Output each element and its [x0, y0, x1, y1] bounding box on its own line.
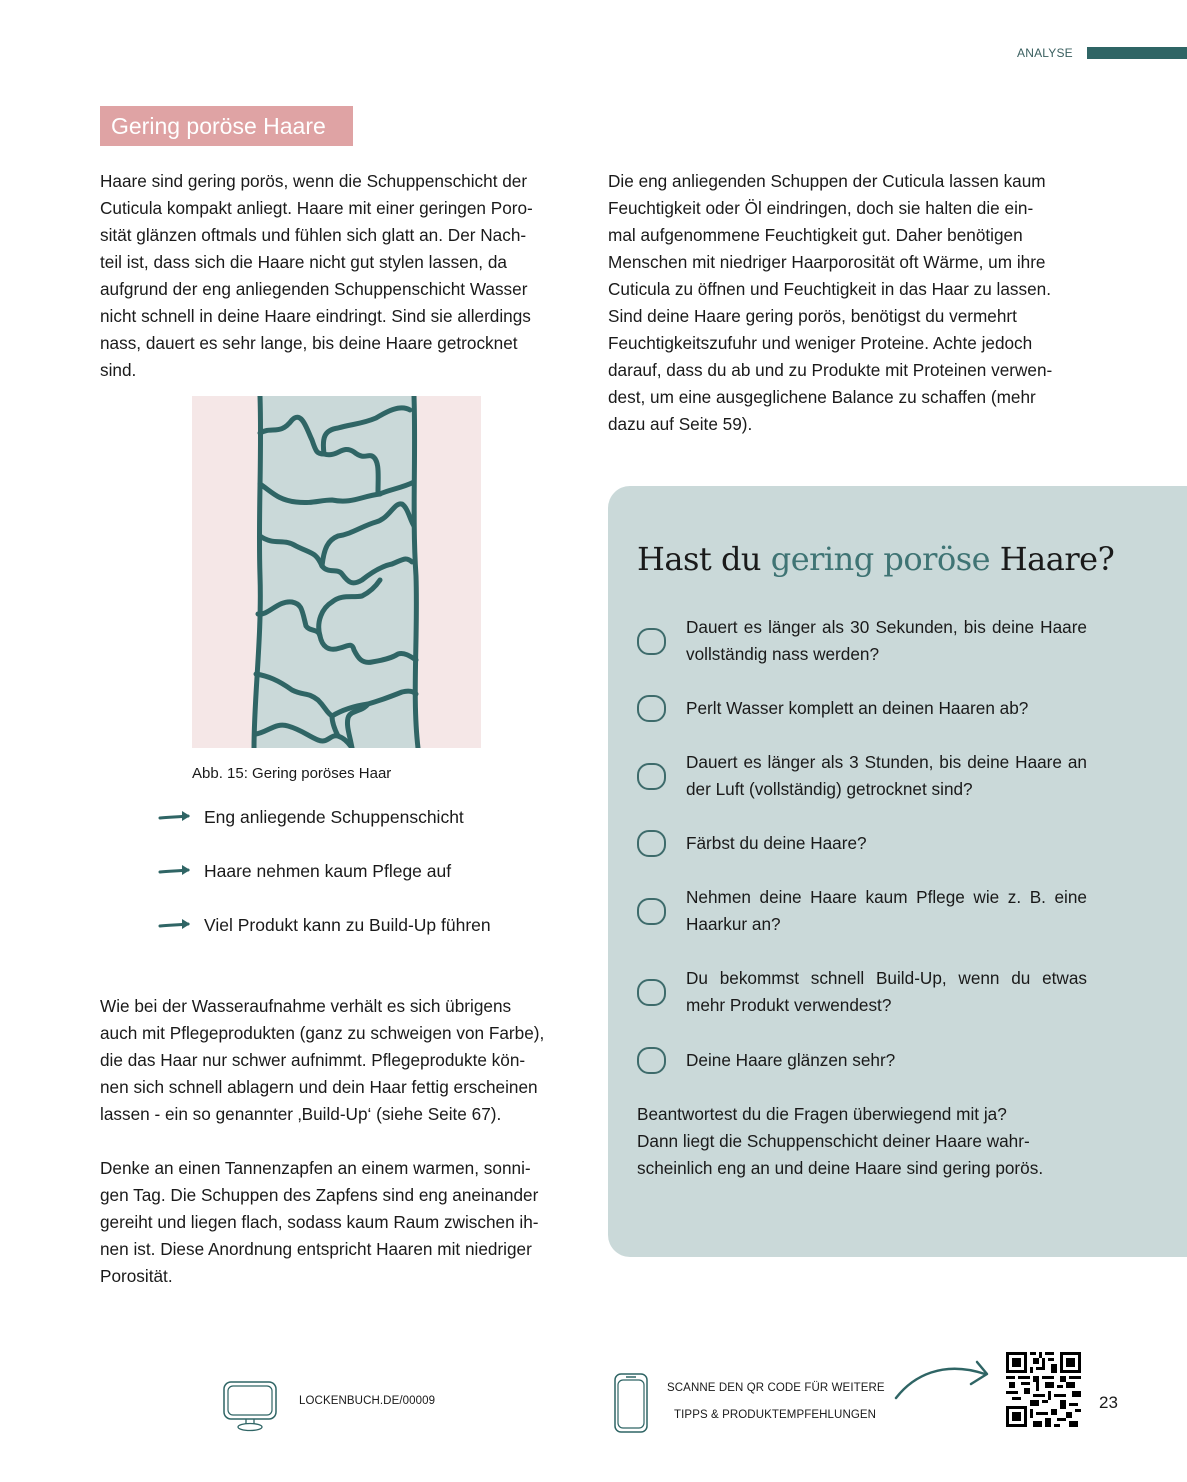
bullet-item	[158, 859, 451, 883]
bullet-item	[158, 913, 491, 937]
text-line: Haare sind gering porös, wenn die Schuppenschicht der	[100, 171, 528, 191]
arrow-right-icon	[158, 863, 194, 879]
text-line: dest, um eine ausgeglichene Balance zu schaffen (mehr	[608, 387, 1036, 407]
bullet-item	[158, 805, 464, 829]
quiz-title-start: Hast du	[637, 540, 771, 578]
quiz-question	[637, 884, 1087, 938]
web-link[interactable]: LOCKENBUCH.DE/00009	[299, 1395, 436, 1407]
text-line: Dann liegt die Schuppenschicht deiner Haare wahr-	[637, 1131, 1030, 1151]
text-line: lassen - ein so genannter ‚Build-Up‘ (siehe Seite 67).	[100, 1104, 502, 1124]
pinecone-paragraph	[100, 1155, 579, 1290]
smartphone-icon	[613, 1372, 649, 1434]
monitor-icon	[222, 1380, 278, 1432]
hair-cuticle-figure	[192, 396, 481, 748]
text-line: sind.	[100, 360, 137, 380]
text-line: aufgrund der eng anliegenden Schuppenschicht Wasser	[100, 279, 528, 299]
question-checkbox[interactable]	[637, 979, 666, 1006]
text-line: scheinlich eng an und deine Haare sind gering porös.	[637, 1158, 1044, 1178]
quiz-question	[637, 965, 1087, 1019]
question-text: Nehmen deine Haare kaum Pflege wie z. B. eine Haarkur an?	[686, 887, 1087, 934]
quiz-title-end: Haare?	[990, 540, 1115, 578]
text-line: Sind deine Haare gering porös, benötigst du vermehrt	[608, 306, 1017, 326]
bullet-text: Eng anliegende Schuppenschicht	[204, 806, 464, 827]
question-text: Perlt Wasser komplett an deinen Haaren ab?	[686, 698, 1029, 718]
quiz-question	[637, 1047, 1087, 1074]
intro-paragraph	[100, 168, 579, 384]
question-text: Dauert es länger als 3 Stunden, bis deine Haare an der Luft (vollständig) getrocknet sind?	[686, 752, 1087, 799]
question-checkbox[interactable]	[637, 628, 666, 655]
text-line: Denke an einen Tannenzapfen an einem warmen, sonni-	[100, 1158, 531, 1178]
quiz-title-accent: gering poröse	[770, 540, 991, 578]
text-line: sität glänzen oftmals und fühlen sich glatt an. Der Nach-	[100, 225, 527, 245]
cuticula-paragraph	[608, 168, 1087, 438]
question-text: Du bekommst schnell Build-Up, wenn du etwas mehr Produkt verwendest?	[686, 968, 1087, 1015]
text-line: nen sich schnell ablagern und dein Haar fettig erscheinen	[100, 1077, 538, 1097]
bullet-text: Viel Produkt kann zu Build-Up führen	[204, 914, 491, 935]
text-line: teil ist, dass sich die Haare nicht gut stylen lassen, da	[100, 252, 507, 272]
question-text: Deine Haare glänzen sehr?	[686, 1050, 896, 1070]
quiz-question	[637, 695, 1087, 722]
text-line: die das Haar nur schwer aufnimmt. Pflegeprodukte kön-	[100, 1050, 526, 1070]
text-line: nass, dauert es sehr lange, bis deine Haare getrocknet	[100, 333, 518, 353]
quiz-conclusion	[637, 1101, 1087, 1182]
question-checkbox[interactable]	[637, 763, 666, 790]
text-line: dazu auf Seite 59).	[608, 414, 753, 434]
text-line: Cuticula zu öffnen und Feuchtigkeit in das Haar zu lassen.	[608, 279, 1051, 299]
text-line: gereiht und liegen flach, sodass kaum Raum zwischen ih-	[100, 1212, 539, 1232]
question-checkbox[interactable]	[637, 1047, 666, 1074]
text-line: Beantwortest du die Fragen überwiegend mit ja?	[637, 1104, 1007, 1124]
text-line: nicht schnell in deine Haare eindringt. Sind sie allerdings	[100, 306, 531, 326]
arrow-right-icon	[158, 917, 194, 933]
text-line: auch mit Pflegeprodukten (ganz zu schweigen von Farbe),	[100, 1023, 545, 1043]
page-number: 23	[1099, 1393, 1118, 1412]
text-line: Porosität.	[100, 1266, 173, 1286]
text-line: nen ist. Diese Anordnung entspricht Haaren mit niedriger	[100, 1239, 532, 1259]
text-line: Menschen mit niedriger Haarporosität oft Wärme, um ihre	[608, 252, 1046, 272]
section-heading-tag: Gering poröse Haare	[100, 106, 353, 146]
quiz-title	[637, 540, 1114, 578]
arrow-right-icon	[158, 809, 194, 825]
hair-cuticle-illustration	[192, 396, 481, 748]
text-line: Die eng anliegenden Schuppen der Cuticula lassen kaum	[608, 171, 1046, 191]
qr-instruction-line1: SCANNE DEN QR CODE FÜR WEITERE	[667, 1382, 885, 1394]
question-text: Färbst du deine Haare?	[686, 833, 867, 853]
text-line: darauf, dass du ab und zu Produkte mit Proteinen verwen-	[608, 360, 1053, 380]
qr-instruction-line2: TIPPS & PRODUKTEMPFEHLUNGEN	[674, 1409, 877, 1421]
section-accent-bar	[1087, 47, 1187, 59]
question-checkbox[interactable]	[637, 898, 666, 925]
quiz-question	[637, 614, 1087, 668]
text-line: gen Tag. Die Schuppen des Zapfens sind eng aneinander	[100, 1185, 539, 1205]
section-label: ANALYSE	[1017, 46, 1073, 60]
quiz-question	[637, 830, 1087, 857]
text-line: Cuticula kompakt anliegt. Haare mit einer geringen Poro-	[100, 198, 533, 218]
build-up-paragraph	[100, 993, 579, 1128]
curved-arrow-icon	[893, 1358, 993, 1400]
question-checkbox[interactable]	[637, 830, 666, 857]
quiz-question	[637, 749, 1087, 803]
bullet-text: Haare nehmen kaum Pflege auf	[204, 860, 452, 881]
text-line: mal aufgenommene Feuchtigkeit gut. Daher benötigen	[608, 225, 1023, 245]
text-line: Feuchtigkeitszufuhr und weniger Proteine. Achte jedoch	[608, 333, 1033, 353]
question-checkbox[interactable]	[637, 695, 666, 722]
question-text: Dauert es länger als 30 Sekunden, bis deine Haare vollständig nass werden?	[686, 617, 1087, 664]
text-line: Feuchtigkeit oder Öl eindringen, doch sie halten die ein-	[608, 198, 1034, 218]
text-line: Wie bei der Wasseraufnahme verhält es sich übrigens	[100, 996, 512, 1016]
figure-caption: Abb. 15: Gering poröses Haar	[192, 765, 392, 782]
qr-code[interactable]	[1006, 1352, 1081, 1427]
